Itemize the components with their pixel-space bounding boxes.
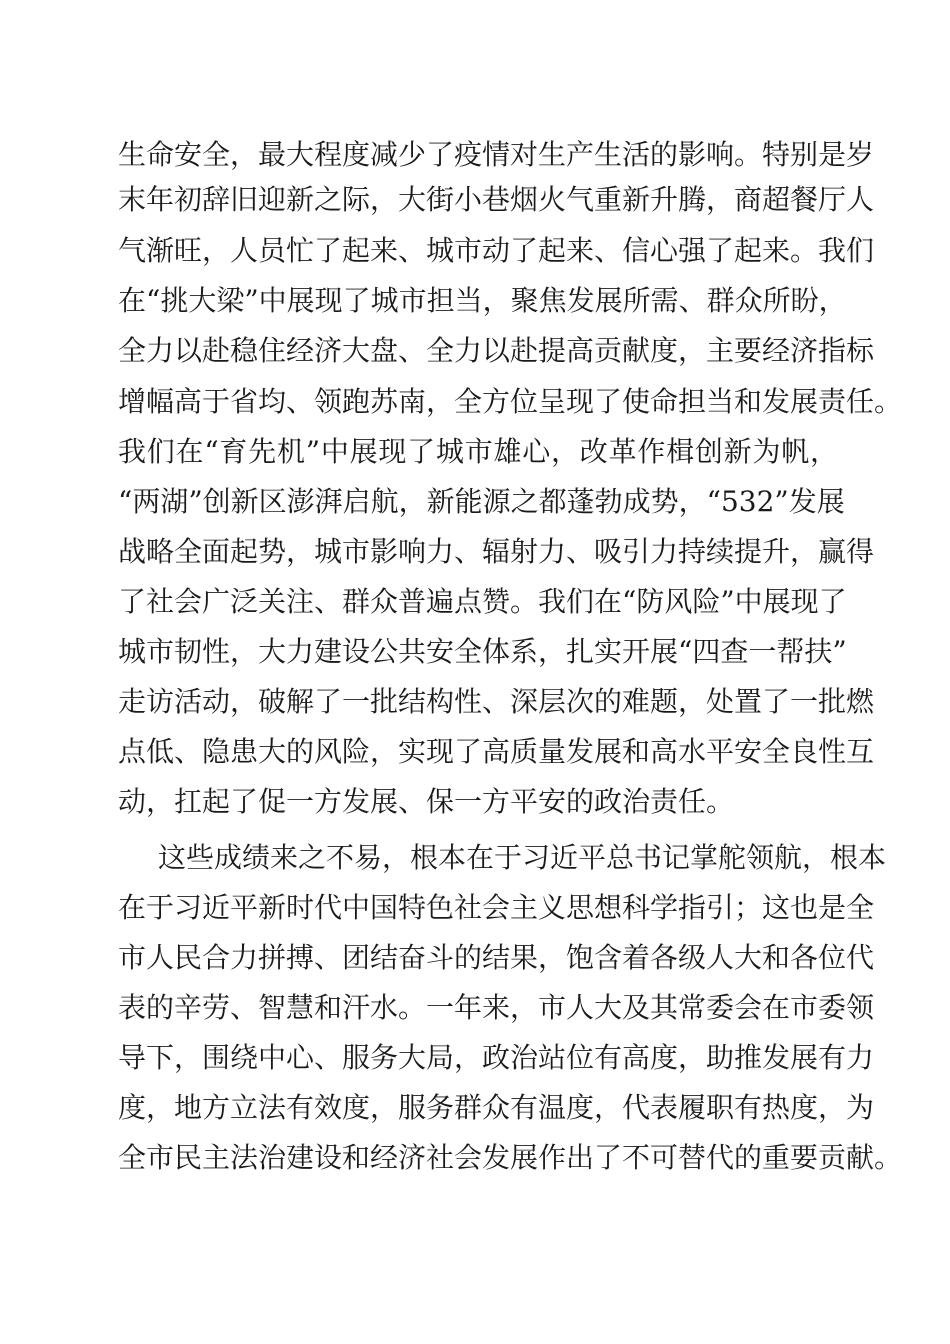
text-line: 市人民合力拼搏、团结奋斗的结果，饱含着各级人大和各位代 <box>118 941 875 974</box>
text-line: “两湖”创新区澎湃启航，新能源之都蓬勃成势，“532”发展 <box>118 485 845 518</box>
text-line: 走访活动，破解了一批结构性、深层次的难题，处置了一批燃 <box>118 685 875 718</box>
text-line: 末年初辞旧迎新之际，大街小巷烟火气重新升腾，商超餐厅人 <box>118 183 875 216</box>
text-line: 增幅高于省均、领跑苏南，全方位呈现了使命担当和发展责任。 <box>118 385 903 418</box>
text-line: 点低、隐患大的风险，实现了高质量发展和高水平安全良性互 <box>118 735 875 768</box>
text-line: 这些成绩来之不易，根本在于习近平总书记掌舵领航，根本 <box>158 841 887 874</box>
text-line: 了社会广泛关注、群众普遍点赞。我们在“防风险”中展现了 <box>118 585 847 618</box>
text-line: 战略全面起势，城市影响力、辐射力、吸引力持续提升，赢得 <box>118 535 875 568</box>
text-line: 气渐旺，人员忙了起来、城市动了起来、信心强了起来。我们 <box>118 234 875 267</box>
text-line: 生命安全，最大程度减少了疫情对生产生活的影响。特别是岁 <box>118 138 875 171</box>
text-line: 在“挑大梁”中展现了城市担当，聚焦发展所需、群众所盼， <box>118 284 847 317</box>
text-line: 度，地方立法有效度，服务群众有温度，代表履职有热度，为 <box>118 1091 875 1124</box>
text-line: 城市韧性，大力建设公共安全体系，扎实开展“四查一帮扶” <box>118 635 847 668</box>
text-line: 动，扛起了促一方发展、保一方平安的政治责任。 <box>118 785 735 818</box>
text-line: 在于习近平新时代中国特色社会主义思想科学指引；这也是全 <box>118 891 875 924</box>
text-line: 全力以赴稳住经济大盘、全力以赴提高贡献度，主要经济指标 <box>118 334 875 367</box>
text-line: 全市民主法治建设和经济社会发展作出了不可替代的重要贡献。 <box>118 1141 903 1174</box>
text-line: 我们在“育先机”中展现了城市雄心，改革作楫创新为帆， <box>118 435 838 468</box>
text-line: 导下，围绕中心、服务大局，政治站位有高度，助推发展有力 <box>118 1041 875 1074</box>
text-line: 表的辛劳、智慧和汗水。一年来，市人大及其常委会在市委领 <box>118 991 875 1024</box>
